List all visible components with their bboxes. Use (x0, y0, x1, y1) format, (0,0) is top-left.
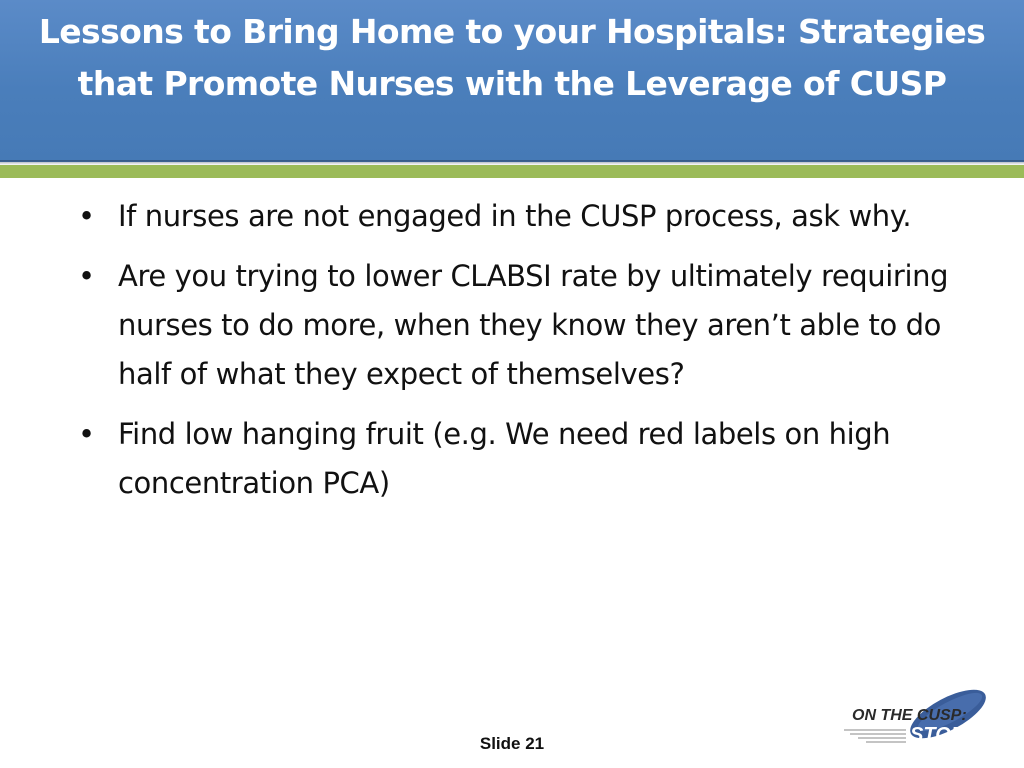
bullet-text: Are you trying to lower CLABSI rate by ultimately requiring nurses to do more, when they know they aren’t able to do half of what they expect of themselves? (118, 259, 949, 391)
bullet-text: If nurses are not engaged in the CUSP process, ask why. (118, 199, 912, 233)
bullet-item (72, 192, 952, 241)
logo-line1: ON THE CUSP: (852, 707, 967, 724)
bullet-marker: • (78, 199, 95, 233)
logo-line2: STOP HAI (910, 724, 1004, 746)
bullet-marker: • (78, 417, 95, 451)
logo-speed-lines-icon (844, 730, 906, 742)
slide-number: Slide 21 (479, 734, 545, 753)
bullet-item (72, 410, 952, 508)
accent-bar (0, 165, 1024, 178)
on-the-cusp-logo (836, 678, 1006, 754)
bullet-item (72, 252, 952, 399)
bullet-text: Find low hanging fruit (e.g. We need red labels on high concentration PCA) (118, 417, 891, 500)
bullet-list (72, 192, 952, 519)
slide-title: Lessons to Bring Home to your Hospitals: Strategies that Promote Nurses with the Leverage of CUSP (38, 12, 986, 103)
title-bar (0, 0, 1024, 162)
bullet-marker: • (78, 259, 95, 293)
